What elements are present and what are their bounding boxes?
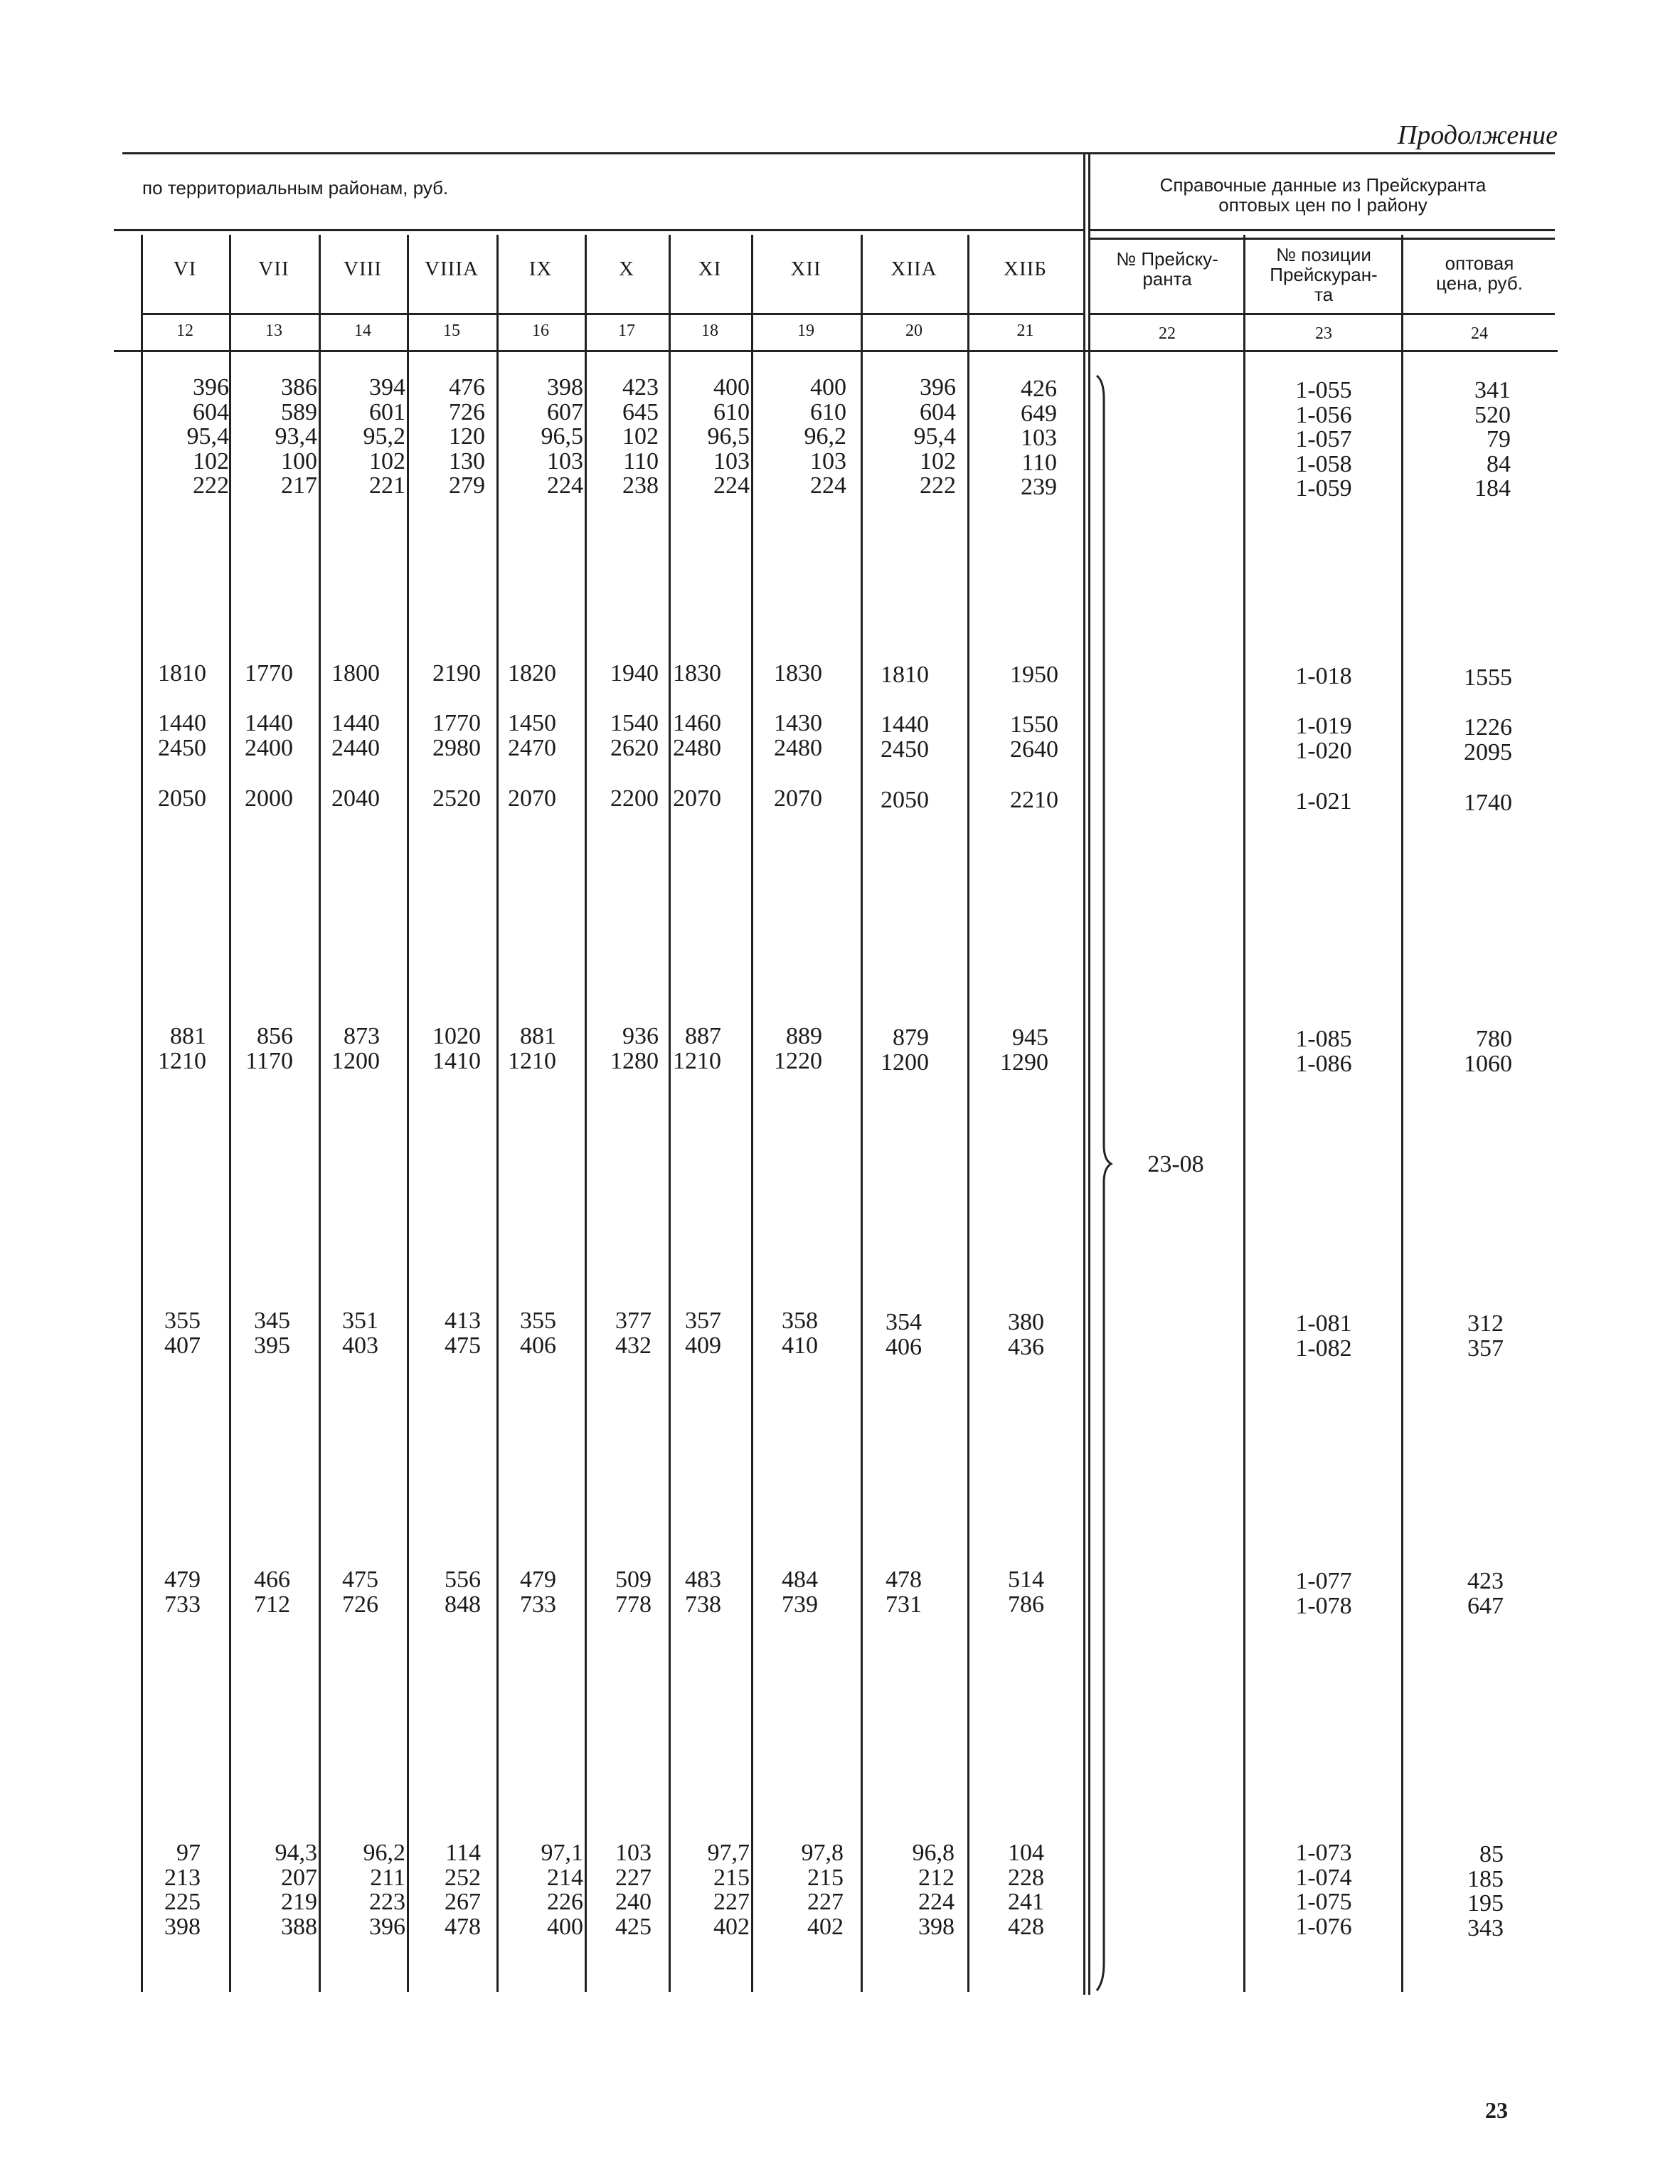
g4-col19: 358 410 [782,1308,818,1359]
g1-col18: 400 610 96,5 103 224 [707,374,750,499]
col-title-18: XI [698,258,722,280]
g2b-col12: 1440 2450 [158,710,206,761]
g5-col13: 466 712 [254,1567,290,1618]
g4-col24: 312 357 [1467,1310,1504,1362]
g2c-col17: 2200 [610,785,659,812]
g3-col17: 936 1280 [610,1023,659,1074]
col-num-23: 23 [1315,324,1332,343]
g5-col24: 423 647 [1467,1568,1504,1619]
g5-col12: 479 733 [164,1567,201,1618]
g6-col21: 104 228 241 428 [1008,1840,1044,1940]
g6-col24: 85 185 195 343 [1467,1841,1504,1941]
col-title-13: VII [258,258,289,280]
g5-col15: 556 848 [445,1567,481,1618]
col-title-24-line2: цена, руб. [1436,272,1523,294]
g2b-col24: 1226 2095 [1464,714,1512,765]
g1-col17: 423 645 102 110 238 [622,374,659,499]
g3-col23: 1-085 1-086 [1295,1026,1352,1077]
g4-col13: 345 395 [254,1308,290,1359]
column-title-rule [141,313,1083,315]
g6-col23: 1-073 1-074 1-075 1-076 [1295,1840,1352,1940]
g2b-col17: 1540 2620 [610,710,659,761]
col-num-22: 22 [1159,324,1176,343]
g5-col14: 475 726 [342,1567,378,1618]
col-title-17: X [619,258,634,280]
subhead-rule [1088,238,1555,240]
left-caption: по территориальным районам, руб. [142,177,449,198]
g2a-col24: 1555 [1464,664,1512,691]
g1-col14: 394 601 95,2 102 221 [363,374,405,499]
price-list-number: 23-08 [1147,1151,1204,1177]
divider-12-13 [229,235,231,1992]
g2c-col15: 2520 [432,785,481,812]
g2a-col21: 1950 [1010,662,1058,688]
g3-col12: 881 1210 [158,1023,206,1074]
col-title-24-line1: оптовая [1445,253,1514,274]
col-num-18: 18 [701,322,718,340]
left-caption-rule [114,229,1083,231]
g3-col15: 1020 1410 [432,1023,481,1074]
g6-col14: 96,2 211 223 396 [363,1840,405,1940]
g1-col13: 386 589 93,4 100 217 [275,374,317,499]
col-num-16: 16 [532,322,549,340]
col-title-23 [1246,245,1401,304]
g2c-col14: 2040 [331,785,380,812]
g2c-col20: 2050 [881,787,929,813]
col-title-21: XIIБ [1004,258,1047,280]
g2a-col14: 1800 [331,660,380,687]
page-number: 23 [1485,2097,1508,2123]
g1-col16: 398 607 96,5 103 224 [541,374,583,499]
divider-section-double [1088,152,1090,1995]
divider-23-24 [1401,235,1403,1992]
g4-col15: 413 475 [445,1308,481,1359]
divider-19-20 [861,235,863,1992]
col-title-12: VI [173,258,197,280]
g5-col20: 478 731 [886,1567,922,1618]
g6-col15: 114 252 267 478 [445,1840,481,1940]
g2a-col15: 2190 [432,660,481,687]
g1-col23: 1-055 1-056 1-057 1-058 1-059 [1295,377,1352,502]
col-title-22-line2: ранта [1142,268,1192,290]
col-title-24 [1404,253,1555,293]
col-num-19: 19 [797,322,814,340]
g3-col19: 889 1220 [774,1023,822,1074]
g4-col21: 380 436 [1008,1309,1044,1360]
col-title-22 [1091,249,1243,289]
col-num-12: 12 [176,322,193,340]
g2a-col12: 1810 [158,660,206,687]
g6-col12: 97 213 225 398 [164,1840,201,1940]
right-caption [1091,175,1555,215]
col-num-13: 13 [265,322,282,340]
header-bottom-rule [114,350,1558,352]
g1-col19: 400 610 96,2 103 224 [804,374,846,499]
g5-col23: 1-077 1-078 [1295,1568,1352,1619]
g2b-col21: 1550 2640 [1010,711,1058,763]
g3-col16: 881 1210 [508,1023,556,1074]
g6-col18: 97,7 215 227 402 [707,1840,750,1940]
top-rule [122,152,1555,154]
col-title-23-line3: та [1314,284,1334,305]
col-num-24: 24 [1471,324,1488,343]
g2c-col16: 2070 [508,785,556,812]
col-num-17: 17 [618,322,635,340]
g2b-col23: 1-019 1-020 [1295,713,1352,764]
divider-13-14 [319,235,321,1992]
g2b-col13: 1440 2400 [245,710,293,761]
g5-col21: 514 786 [1008,1567,1044,1618]
col-num-15: 15 [443,322,460,340]
g2b-col14: 1440 2440 [331,710,380,761]
g4-col20: 354 406 [886,1309,922,1360]
g3-col24: 780 1060 [1464,1026,1512,1077]
col-title-14: VIII [344,258,382,280]
g2c-col21: 2210 [1010,787,1058,813]
right-caption-line1: Справочные данные из Прейскуранта [1159,174,1487,196]
col-title-19: XII [790,258,822,280]
col-title-23-line1: № позиции [1276,244,1371,265]
g2b-col15: 1770 2980 [432,710,481,761]
g2c-col13: 2000 [245,785,293,812]
g1-col24: 341 520 79 84 184 [1474,377,1511,502]
col-title-20: XIIA [890,258,937,280]
g5-col16: 479 733 [520,1567,556,1618]
col-num-21: 21 [1016,322,1034,340]
g1-col15: 476 726 120 130 279 [449,374,485,499]
g5-col17: 509 778 [615,1567,652,1618]
col-num-20: 20 [905,322,923,340]
g1-col20: 396 604 95,4 102 222 [913,374,956,499]
g4-col12: 355 407 [164,1308,201,1359]
g1-col12: 396 604 95,4 102 222 [186,374,229,499]
g2c-col24: 1740 [1464,790,1512,816]
g2a-col23: 1-018 [1295,663,1352,689]
col-title-23-line2: Прейскуран- [1270,264,1378,285]
divider-16-17 [585,235,587,1992]
g2b-col19: 1430 2480 [774,710,822,761]
g2b-col16: 1450 2470 [508,710,556,761]
g6-col16: 97,1 214 226 400 [541,1840,583,1940]
g5-col19: 484 739 [782,1567,818,1618]
continuation-label: Продолжение [1397,120,1558,150]
g4-col23: 1-081 1-082 [1295,1310,1352,1362]
divider-section [1083,152,1085,1995]
divider-17-18 [669,235,671,1992]
divider-18-19 [751,235,753,1992]
right-caption-line2: оптовых цен по I району [1218,194,1428,216]
divider-left-edge [141,235,143,1992]
divider-15-16 [496,235,499,1992]
g4-col16: 355 406 [520,1308,556,1359]
g3-col20: 879 1200 [881,1024,929,1076]
column-title-rule-right [1088,313,1555,315]
g2b-col18: 1460 2480 [673,710,721,761]
g3-col21: 945 1290 [1000,1024,1048,1076]
g3-col18: 887 1210 [673,1023,721,1074]
divider-22-23 [1243,235,1245,1992]
g2c-col19: 2070 [774,785,822,812]
col-num-14: 14 [354,322,371,340]
g5-col18: 483 738 [685,1567,721,1618]
price-list-brace [1092,370,1114,1999]
g2c-col23: 1-021 [1295,788,1352,815]
right-caption-rule [1088,229,1555,231]
divider-14-15 [407,235,409,1992]
g2c-col12: 2050 [158,785,206,812]
g3-col13: 856 1170 [245,1023,293,1074]
g2a-col16: 1820 [508,660,556,687]
g1-col21: 426 649 103 110 239 [1021,376,1057,500]
g2b-col20: 1440 2450 [881,711,929,763]
g6-col19: 97,8 215 227 402 [801,1840,844,1940]
g2a-col17: 1940 [610,660,659,687]
g2a-col13: 1770 [245,660,293,687]
g2a-col19: 1830 [774,660,822,687]
col-title-16: IX [528,258,553,280]
g2a-col18: 1830 [673,660,721,687]
g6-col20: 96,8 212 224 398 [912,1840,955,1940]
g3-col14: 873 1200 [331,1023,380,1074]
g6-col17: 103 227 240 425 [615,1840,652,1940]
g2c-col18: 2070 [673,785,721,812]
g4-col17: 377 432 [615,1308,652,1359]
col-title-22-line1: № Прейску- [1116,248,1218,270]
g4-col18: 357 409 [685,1308,721,1359]
g2a-col20: 1810 [881,662,929,688]
g6-col13: 94,3 207 219 388 [275,1840,317,1940]
col-title-15: VIIIA [425,258,479,280]
g4-col14: 351 403 [342,1308,378,1359]
